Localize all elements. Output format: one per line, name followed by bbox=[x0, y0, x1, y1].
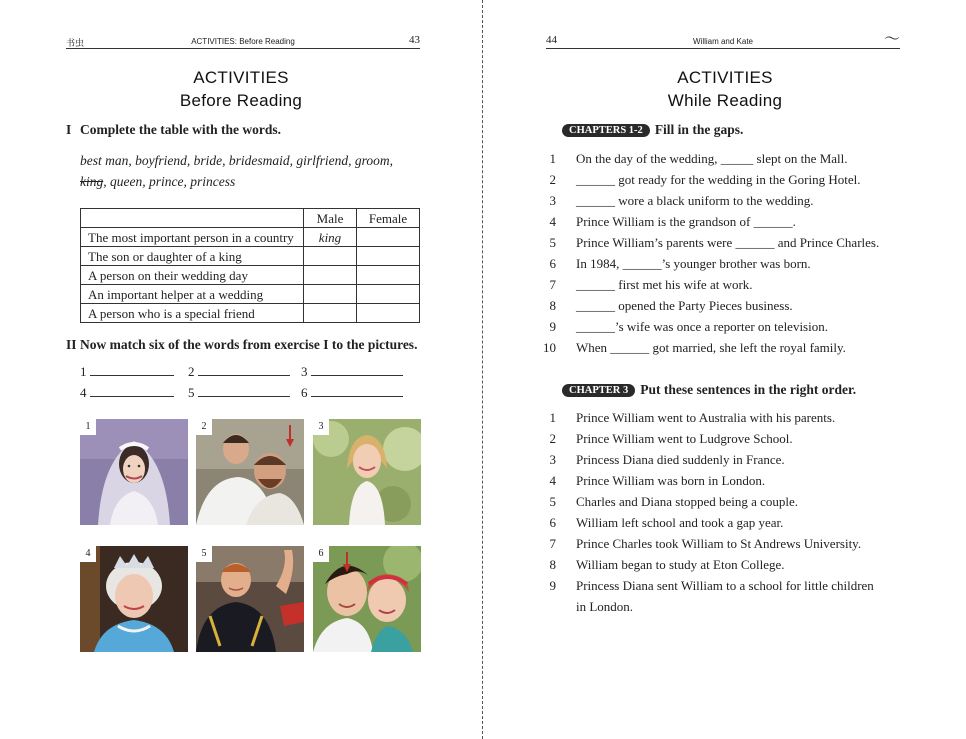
order-sentences-list bbox=[549, 407, 930, 617]
item-text: Prince Charles took William to St Andrews University. bbox=[576, 536, 862, 551]
right-page bbox=[484, 0, 966, 739]
picture-prince bbox=[196, 546, 304, 652]
instruction-text: Complete the table with the words. bbox=[80, 122, 281, 137]
table-row bbox=[81, 266, 420, 285]
table-row bbox=[81, 304, 420, 323]
word-list-line2 bbox=[80, 171, 425, 192]
blank-number: 2 bbox=[188, 364, 195, 379]
picture-groom bbox=[196, 419, 304, 525]
list-item bbox=[549, 274, 930, 295]
running-head-title: William and Kate bbox=[692, 37, 754, 46]
row-label: An important helper at a wedding bbox=[81, 285, 304, 304]
male-cell[interactable] bbox=[304, 304, 357, 323]
list-item bbox=[549, 253, 930, 274]
page-divider bbox=[482, 0, 483, 739]
swoosh-icon: 〜 bbox=[883, 31, 900, 48]
list-item bbox=[549, 575, 930, 617]
item-number: 9 bbox=[549, 319, 556, 334]
table-header-male: Male bbox=[304, 209, 357, 228]
picture-number: 4 bbox=[80, 546, 96, 562]
list-item bbox=[549, 449, 930, 470]
page-number: 43 bbox=[409, 34, 420, 46]
table-row bbox=[81, 247, 420, 266]
picture-bridesmaid bbox=[313, 419, 421, 525]
list-item bbox=[549, 470, 930, 491]
male-cell[interactable]: king bbox=[304, 228, 357, 247]
exercise-2-instruction bbox=[66, 337, 417, 353]
item-number: 6 bbox=[549, 256, 556, 271]
female-cell[interactable] bbox=[357, 304, 420, 323]
item-text: Prince William’s parents were ______ and Prince Charles. bbox=[576, 235, 880, 250]
answer-blank-6[interactable] bbox=[301, 385, 403, 401]
page-number: 44 bbox=[546, 34, 557, 46]
item-text: On the day of the wedding, _____ slept on the Mall. bbox=[576, 151, 848, 166]
row-label: The most important person in a country bbox=[81, 228, 304, 247]
item-number: 8 bbox=[549, 298, 556, 313]
word-list-rest: , queen, prince, princess bbox=[103, 174, 236, 189]
left-page bbox=[0, 0, 482, 739]
list-item bbox=[543, 337, 930, 358]
list-item bbox=[549, 512, 930, 533]
item-number: 6 bbox=[549, 515, 556, 530]
blank-number: 4 bbox=[80, 385, 87, 400]
chapter-badge: CHAPTERS 1-2 bbox=[562, 124, 650, 137]
list-item bbox=[549, 491, 930, 512]
table-header-blank bbox=[81, 209, 304, 228]
list-item bbox=[549, 316, 930, 337]
running-head-left bbox=[66, 36, 420, 49]
picture-number: 5 bbox=[196, 546, 212, 562]
answer-blank-5[interactable] bbox=[188, 385, 290, 401]
female-cell[interactable] bbox=[357, 285, 420, 304]
blank-line[interactable] bbox=[311, 386, 403, 397]
bridesmaid-image bbox=[313, 419, 421, 525]
answer-blank-3[interactable] bbox=[301, 364, 403, 380]
answer-blank-2[interactable] bbox=[188, 364, 290, 380]
prince-image bbox=[196, 546, 304, 652]
item-number: 3 bbox=[549, 452, 556, 467]
chapter-badge: CHAPTER 3 bbox=[562, 384, 635, 397]
blank-line[interactable] bbox=[90, 365, 174, 376]
blank-number: 1 bbox=[80, 364, 87, 379]
fill-gaps-list bbox=[543, 148, 930, 358]
running-head-right bbox=[546, 31, 900, 49]
table-header-female: Female bbox=[357, 209, 420, 228]
queen-image bbox=[80, 546, 188, 652]
section-2-instruction bbox=[562, 382, 856, 398]
item-text: When ______ got married, she left the royal family. bbox=[576, 340, 846, 355]
male-cell[interactable] bbox=[304, 247, 357, 266]
table-header-row bbox=[81, 209, 420, 228]
list-item bbox=[549, 428, 930, 449]
exercise-number: I bbox=[66, 122, 72, 137]
blank-number: 6 bbox=[301, 385, 308, 400]
blank-number: 5 bbox=[188, 385, 195, 400]
item-number: 1 bbox=[549, 410, 556, 425]
list-item bbox=[549, 148, 930, 169]
word-list-line1: best man, boyfriend, bride, bridesmaid, girlfriend, groom, bbox=[80, 153, 393, 168]
running-head-title: ACTIVITIES: Before Reading bbox=[191, 37, 295, 46]
page-heading bbox=[484, 66, 966, 112]
item-number: 8 bbox=[549, 557, 556, 572]
row-label: A person on their wedding day bbox=[81, 266, 304, 285]
blank-line[interactable] bbox=[198, 386, 290, 397]
groom-image bbox=[196, 419, 304, 525]
picture-queen bbox=[80, 546, 188, 652]
item-text: ______ opened the Party Pieces business. bbox=[576, 298, 793, 313]
item-number: 5 bbox=[549, 235, 556, 250]
item-text: William left school and took a gap year. bbox=[576, 515, 784, 530]
table-row bbox=[81, 228, 420, 247]
item-text: ______ got ready for the wedding in the Goring Hotel. bbox=[576, 172, 861, 187]
blank-line[interactable] bbox=[311, 365, 403, 376]
list-item bbox=[549, 190, 930, 211]
item-number: 10 bbox=[543, 340, 556, 355]
list-item bbox=[549, 169, 930, 190]
row-label: A person who is a special friend bbox=[81, 304, 304, 323]
row-label: The son or daughter of a king bbox=[81, 247, 304, 266]
page-heading bbox=[0, 66, 482, 112]
list-item bbox=[549, 407, 930, 428]
item-text: ______ wore a black uniform to the wedding. bbox=[576, 193, 814, 208]
item-text: In 1984, ______’s younger brother was born. bbox=[576, 256, 811, 271]
item-text: Charles and Diana stopped being a couple. bbox=[576, 494, 799, 509]
item-number: 5 bbox=[549, 494, 556, 509]
instruction-text: Put these sentences in the right order. bbox=[640, 382, 857, 397]
list-item bbox=[549, 554, 930, 575]
item-number: 4 bbox=[549, 214, 556, 229]
item-number: 7 bbox=[549, 536, 556, 551]
item-text: William began to study at Eton College. bbox=[576, 557, 785, 572]
word-table bbox=[80, 208, 420, 323]
item-number: 9 bbox=[549, 578, 556, 593]
male-cell[interactable] bbox=[304, 285, 357, 304]
picture-bride bbox=[80, 419, 188, 525]
heading-line2: While Reading bbox=[667, 91, 783, 110]
item-number: 2 bbox=[549, 431, 556, 446]
heading-line1: ACTIVITIES bbox=[677, 68, 773, 87]
female-cell[interactable] bbox=[357, 247, 420, 266]
heading-line2: Before Reading bbox=[179, 91, 303, 110]
exercise-1-instruction bbox=[66, 122, 281, 138]
couple-image bbox=[313, 546, 421, 652]
item-text: Princess Diana sent William to a school for little children in London. bbox=[576, 578, 874, 614]
item-number: 1 bbox=[549, 151, 556, 166]
item-text: Prince William went to Australia with his parents. bbox=[576, 410, 836, 425]
picture-number: 2 bbox=[196, 419, 212, 435]
bride-image bbox=[80, 419, 188, 525]
exercise-number: II bbox=[66, 337, 77, 352]
answer-blank-4[interactable] bbox=[80, 385, 174, 401]
instruction-text: Now match six of the words from exercise I to the pictures. bbox=[80, 337, 418, 352]
item-number: 7 bbox=[549, 277, 556, 292]
picture-number: 3 bbox=[313, 419, 329, 435]
picture-number: 1 bbox=[80, 419, 96, 435]
word-list bbox=[80, 150, 425, 192]
item-number: 2 bbox=[549, 172, 556, 187]
item-text: Prince William went to Ludgrove School. bbox=[576, 431, 793, 446]
series-mark: 书虫 bbox=[66, 38, 85, 48]
picture-couple bbox=[313, 546, 421, 652]
item-text: ______’s wife was once a reporter on television. bbox=[576, 319, 828, 334]
list-item bbox=[549, 533, 930, 554]
blank-number: 3 bbox=[301, 364, 308, 379]
male-cell[interactable] bbox=[304, 266, 357, 285]
item-text: Princess Diana died suddenly in France. bbox=[576, 452, 785, 467]
blank-line[interactable] bbox=[198, 365, 290, 376]
female-cell[interactable] bbox=[357, 266, 420, 285]
answer-blank-1[interactable] bbox=[80, 364, 174, 380]
struck-word: king bbox=[80, 174, 104, 189]
female-cell[interactable] bbox=[357, 228, 420, 247]
item-text: Prince William is the grandson of ______. bbox=[576, 214, 796, 229]
picture-number: 6 bbox=[313, 546, 329, 562]
table-row bbox=[81, 285, 420, 304]
item-number: 4 bbox=[549, 473, 556, 488]
section-1-instruction bbox=[562, 122, 743, 138]
blank-line[interactable] bbox=[90, 386, 174, 397]
list-item bbox=[549, 295, 930, 316]
item-text: ______ first met his wife at work. bbox=[576, 277, 753, 292]
heading-line1: ACTIVITIES bbox=[193, 68, 289, 87]
item-number: 3 bbox=[549, 193, 556, 208]
list-item bbox=[549, 211, 930, 232]
instruction-text: Fill in the gaps. bbox=[654, 122, 744, 137]
item-text: Prince William was born in London. bbox=[576, 473, 766, 488]
list-item bbox=[549, 232, 930, 253]
